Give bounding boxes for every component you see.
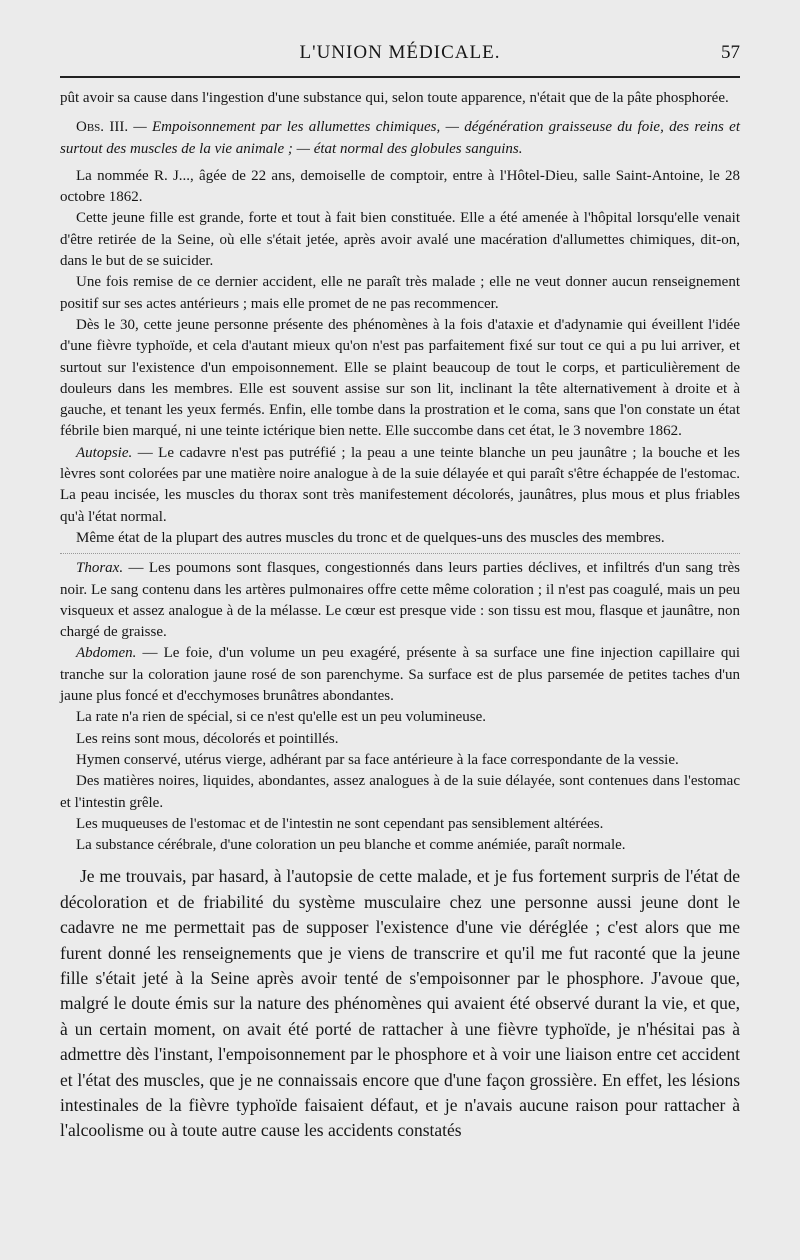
page-header — [60, 42, 740, 68]
observation-title: — Empoisonnement par les allumettes chimiques, — dégénération graisseuse du foie, des reins et surtout des muscles de la vie animale ; — état normal des globules sanguins. — [60, 119, 740, 157]
commentary-section — [60, 864, 740, 1143]
section-label: Thorax. — [76, 560, 124, 577]
abdomen-paragraph — [60, 643, 740, 707]
paragraph: La nommée R. J..., âgée de 22 ans, demoiselle de comptoir, entre à l'Hôtel-Dieu, salle Saint-Antoine, le 28 octobre 1862. — [60, 167, 740, 206]
running-title: L'UNION MÉDICALE. — [299, 42, 501, 63]
paragraph: Des matières noires, liquides, abondantes, assez analogues à de la suie délayée, sont contenues dans l'estomac et l'intestin grêle. — [60, 773, 740, 811]
autopsie-paragraph — [60, 443, 740, 528]
page-body — [60, 88, 740, 1144]
section-label: Autopsie. — [76, 444, 133, 461]
paragraph: Une fois remise de ce dernier accident, elle ne paraît très malade ; elle ne veut donner aucun renseignement positif sur ses actes antérieurs ; mais elle promet de ne pas recommencer. — [60, 274, 740, 312]
observation-heading — [60, 117, 740, 160]
paragraph: Les muqueuses de l'estomac et de l'intestin ne sont cependant pas sensiblement altérées. — [76, 815, 604, 832]
page-number: 57 — [721, 42, 740, 63]
section-label: Abdomen. — [76, 645, 137, 662]
observation-label: Obs. III. — [76, 119, 129, 136]
observation-section — [60, 88, 740, 856]
paragraph: Les reins sont mous, décolorés et pointillés. — [76, 730, 339, 747]
paragraph: Hymen conservé, utérus vierge, adhérant par sa face antérieure à la face correspondante de la vessie. — [76, 751, 679, 768]
paragraph: La rate n'a rien de spécial, si ce n'est qu'elle est un peu volumineuse. — [76, 709, 487, 726]
thorax-paragraph — [60, 558, 740, 643]
paragraph: pût avoir sa cause dans l'ingestion d'une substance qui, selon toute apparence, n'était que de la pâte phosphorée. — [60, 90, 729, 106]
paragraph: Même état de la plupart des autres muscles du tronc et de quelques-uns des muscles des membres. — [76, 529, 665, 546]
separator — [60, 553, 740, 554]
paragraph: Cette jeune fille est grande, forte et tout à fait bien constituée. Elle a été amenée à l'hôpital lorsqu'elle venait d'être retirée de la Seine, où elle s'était jetée, après avoir avalé une macération d'allumettes chimiques, dit-on, dans le but de se suicider. — [60, 210, 740, 270]
paragraph: La substance cérébrale, d'une coloration un peu blanche et comme anémiée, paraît normale. — [76, 837, 626, 854]
section-text: — Le foie, d'un volume un peu exagéré, présente à sa surface une fine injection capillaire qui tranche sur la coloration jaune rosé de son parenchyme. Sa surface est de plus parsemée de petites taches d'un jaune plus foncé et d'ecchymoses brunâtres abondantes. — [60, 645, 740, 705]
paragraph: Je me trouvais, par hasard, à l'autopsie de cette malade, et je fus fortement surpris de l'état de décoloration et de friabilité du système musculaire chez une personne aussi jeune dont le cadavre ne me permettait pas de supposer l'existence d'une vie déréglée ; c'est alors que me furent donné les renseignements que je viens de transcrire et qu'il me fut raconté que la jeune fille s'était jeté à la Seine après avoir tenté de s'empoisonner par le phosphore. J'avoue que, malgré le doute émis sur la nature des phénomènes qui avaient été observé durant la vie, et que, à un certain moment, on avait été porté de rattacher à une fièvre typhoïde, je n'hésitai pas à admettre dès l'instant, l'empoisonnement par le phosphore et à voir une liaison entre cet accident et l'état des muscles, que je ne connaissais encore que d'une façon grossière. En effet, les lésions intestinales de la fièvre typhoïde faisaient défaut, et je n'avais aucune raison pour rattacher à l'alcoolisme ou à toute autre cause les accidents constatés — [60, 866, 740, 1141]
section-text: — Le cadavre n'est pas putréfié ; la peau a une teinte blanche un peu jaunâtre ; la bouche et les lèvres sont colorées par une matière noire analogue à de la suie délayée et qui paraît s'être échappée de l'estomac. La peau incisée, les muscles du thorax sont très manifestement décolorés, jaunâtres, plus mous et plus friables qu'à l'état normal. — [60, 444, 740, 525]
section-text: — Les poumons sont flasques, congestionnés dans leurs parties déclives, et infiltrés d'un sang très noir. Le sang contenu dans les artères pulmonaires offre cette même coloration ; il n'est pas coagulé, mais un peu visqueux et assez analogue à de la mélasse. Le cœur est presque vide : son tissu est mou, flasque et jaunâtre, non chargé de graisse. — [60, 560, 740, 641]
header-rule — [60, 76, 740, 78]
paragraph: Dès le 30, cette jeune personne présente des phénomènes à la fois d'ataxie et d'adynamie qui éveillent l'idée d'une fièvre typhoïde, et cela d'autant mieux qu'on n'est pas parfaitement fixé sur tout ce qui a pu lui arriver, et surtout sur l'existence d'un empoisonnement. Elle se plaint beaucoup de tout le corps, et particulièrement de douleurs dans les membres. Elle est souvent assise sur son lit, inclinant la tête alternativement à droite et à gauche, et tenant les yeux fermés. Enfin, elle tombe dans la prostration et le coma, sans que l'on constate un état fébrile bien marqué, ni une teinte ictérique bien nette. Elle succombe dans cet état, le 3 novembre 1862. — [60, 316, 740, 440]
